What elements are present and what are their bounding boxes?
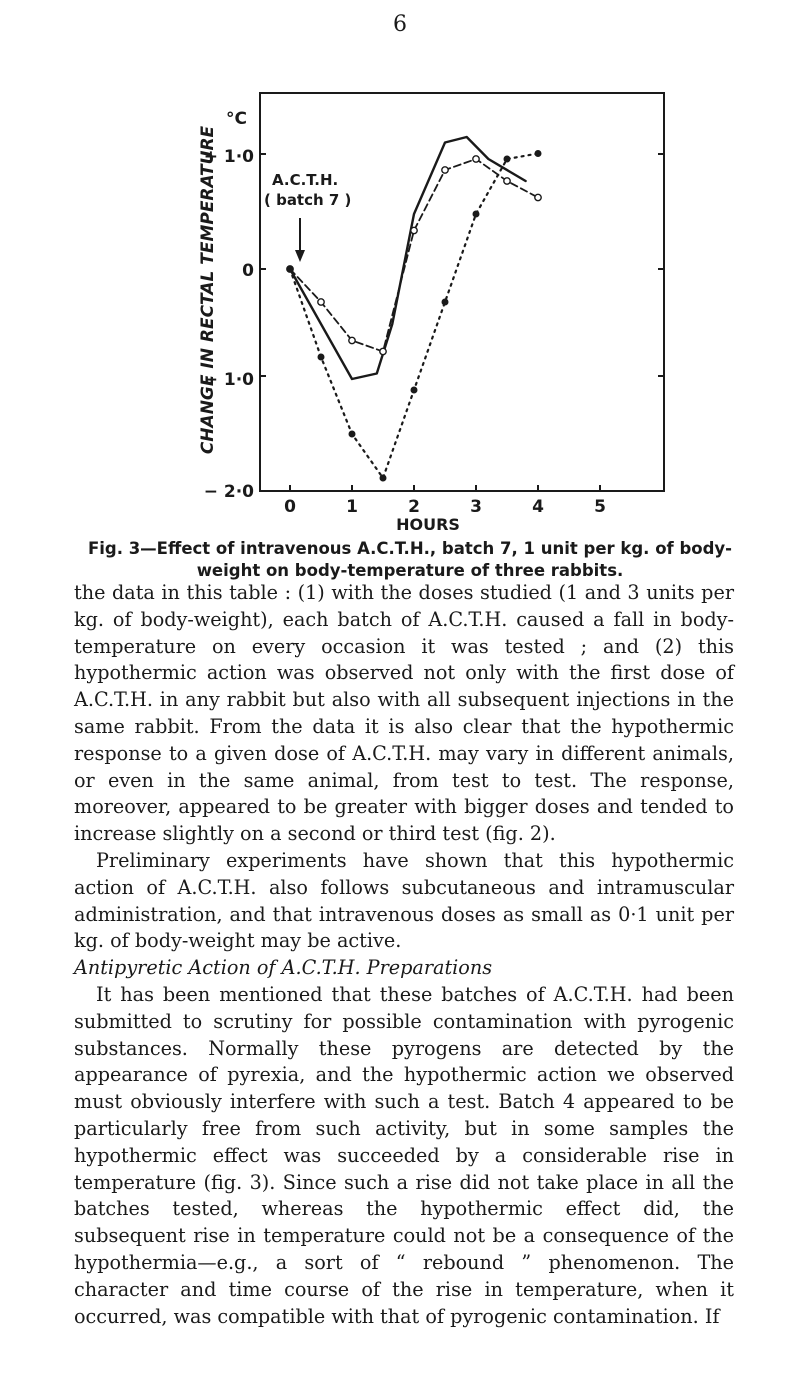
series-point-3 (411, 387, 417, 393)
figure-3 (0, 0, 800, 540)
series-point-2 (349, 337, 355, 343)
y-tick-label: − 1·0 (203, 370, 254, 390)
x-tick-label: 0 (284, 497, 296, 517)
body-text (74, 580, 734, 1330)
series-point-2 (504, 178, 510, 184)
series-point-2 (380, 348, 386, 354)
series-point-2 (535, 194, 541, 200)
x-tick-label: 1 (346, 497, 358, 517)
series-point-3 (504, 156, 510, 162)
y-axis-label: CHANGE IN RECTAL TEMPERATURE (198, 125, 218, 455)
plot-frame (260, 93, 664, 491)
series-point-3 (287, 266, 293, 272)
series-point-3 (442, 299, 448, 305)
series-point-2 (411, 227, 417, 233)
section-heading: Antipyretic Action of A.C.T.H. Preparations (74, 956, 493, 980)
x-axis-label: HOURS (396, 515, 460, 534)
y-tick-label: 0 (242, 261, 254, 281)
y-tick-label: + 1·0 (203, 147, 254, 167)
page-number: 6 (393, 12, 407, 37)
paragraph: It has been mentioned that these batches of A.C.T.H. had been submitted to scrutiny for possible contamination with pyrogenic substances. Normally these pyrogens are detected by the appearance of pyrexia, and the hypothermic action we observed must obviously interfere with such a test. Batch 4 appeared to be particularly free from such activity, but in some samples the hypothermic effect was succeeded by a considerable rise in temperature (fig. 3). Since such a rise did not take place in all the batches tested, whereas the hypothermic effect did, the subsequent rise in temperature could not be a consequence of the hypothermia—e.g., a sort of “ rebound ” phenomenon. The character and time course of the rise in temperature, when it occurred, was compatible with that of pyrogenic contamination. If (74, 982, 734, 1328)
series-point-3 (473, 211, 479, 217)
series-point-3 (380, 475, 386, 481)
x-tick-label: 5 (594, 497, 606, 517)
y-tick-label: − 2·0 (203, 482, 254, 502)
paragraph: Preliminary experiments have shown that this hypothermic action of A.C.T.H. also follows subcutaneous and intramuscular administration, and that intravenous doses as small as 0·1 unit per kg. of body-weight may be active. (74, 848, 734, 953)
x-tick-label: 4 (532, 497, 544, 517)
series-point-2 (473, 156, 479, 162)
series-point-2 (442, 167, 448, 173)
annotation-batch: ( batch 7 ) (264, 191, 352, 209)
y-unit-label: °C (226, 109, 247, 129)
x-tick-label: 2 (408, 497, 420, 517)
annotation-acth: A.C.T.H. (272, 171, 339, 189)
x-tick-label: 3 (470, 497, 482, 517)
paragraph: the data in this table : (1) with the doses studied (1 and 3 units per kg. of body-weight), each batch of A.C.T.H. caused a fall in body-temperature on every occasion it was tested ; and (2) this hypothermic action was observed not only with the first dose of A.C.T.H. in any rabbit but also with all subsequent injections in the same rabbit. From the data it is also clear that the hypothermic response to a given dose of A.C.T.H. may vary in different animals, or even in the same animal, from test to test. The response, moreover, appeared to be greater with bigger doses and tended to increase slightly on a second or third test (fig. 2). (74, 581, 734, 846)
series-point-3 (318, 354, 324, 360)
series-point-3 (535, 151, 541, 157)
annotation-arrow (295, 218, 305, 262)
series-point-3 (349, 431, 355, 437)
series-point-2 (318, 299, 324, 305)
figure-caption: Fig. 3—Effect of intravenous A.C.T.H., batch 7, 1 unit per kg. of body-weight on body-temperature of three rabbits. (87, 539, 733, 580)
